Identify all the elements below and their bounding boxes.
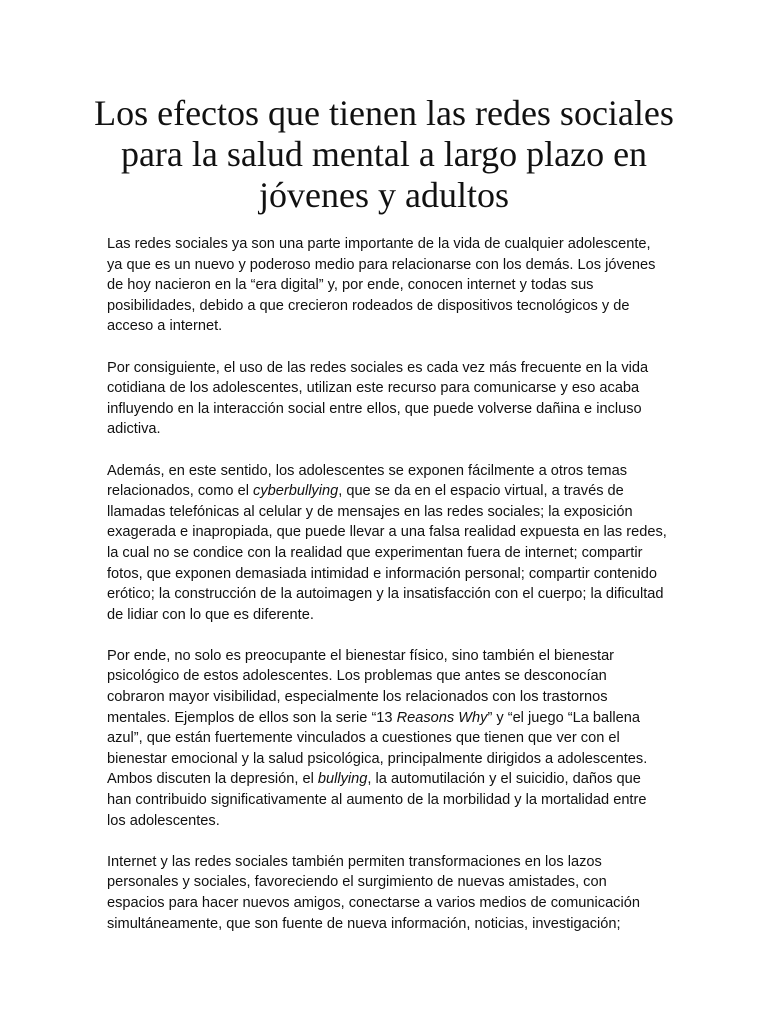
paragraph-3-text-b: , que se da en el espacio virtual, a través de llamadas telefónicas al celular y de mensajes en las redes sociales; la exposición exagerada e inapropiada, que puede llevar a una falsa realidad expuesta en las redes, la cual no se condice con la realidad que experimentan fuera de internet; compartir fotos, que exponen demasiada intimidad e información personal; compartir contenido erótico; la construcción de la autoimagen y la insatisfacción con el cuerpo; la dificultad de lidiar con lo que es diferente. [107, 483, 667, 623]
paragraph-4 [107, 646, 667, 831]
paragraph-4-text-a: Por ende, no solo es preocupante el bienestar físico, sino también el bienestar psicológico de estos adolescentes. Los problemas que antes se desconocían cobraron mayor visibilidad, especialmente los relacionados con los trastornos mentales. Ejemplos de ellos son la serie “13 [107, 647, 615, 726]
paragraph-3 [107, 461, 667, 626]
paragraph-3-emphasis: cyberbullying [253, 483, 339, 500]
paragraph-5: Internet y las redes sociales también permiten transformaciones en los lazos personales y sociales, favoreciendo el surgimiento de nuevas amistades, con espacios para hacer nuevos amigos, conectarse a varios medios de comunicación simultáneamente, que son fuente de nueva información, noticias, investigación; [107, 853, 640, 932]
paragraph-4-emphasis-a: Reasons Why [396, 709, 488, 726]
document-body [107, 234, 667, 955]
paragraph-4-text-b: ” y “el juego “La ballena azul”, que están fuertemente vinculados a cuestiones que tienen que ver con el bienestar emocional y la salud psicológica, principalmente dirigidos a adolescentes. Ambos discuten la depresión, el [107, 709, 648, 788]
document-title: Los efectos que tienen las redes sociales para la salud mental a largo plazo en jóvenes y adultos [94, 93, 674, 215]
paragraph-3-text-a: Además, en este sentido, los adolescentes se exponen fácilmente a otros temas relacionados, como el [107, 462, 628, 500]
paragraph-2: Por consiguiente, el uso de las redes sociales es cada vez más frecuente en la vida cotidiana de los adolescentes, utilizan este recurso para comunicarse y eso acaba influyendo en la interacción social entre ellos, que puede volverse dañina e incluso adictiva. [107, 359, 649, 438]
paragraph-4-emphasis-b: bullying [317, 771, 368, 788]
paragraph-1: Las redes sociales ya son una parte importante de la vida de cualquier adolescente, ya que es un nuevo y poderoso medio para relacionarse con los demás. Los jóvenes de hoy nacieron en la “era digital” y, por ende, conocen internet y todas sus posibilidades, debido a que crecieron rodeados de dispositivos tecnológicos y de acceso a internet. [107, 236, 656, 335]
paragraph-4-text-c: , la automutilación y el suicidio, daños que han contribuido significativamente al aumento de la morbilidad y la mortalidad entre los adolescentes. [107, 771, 647, 829]
